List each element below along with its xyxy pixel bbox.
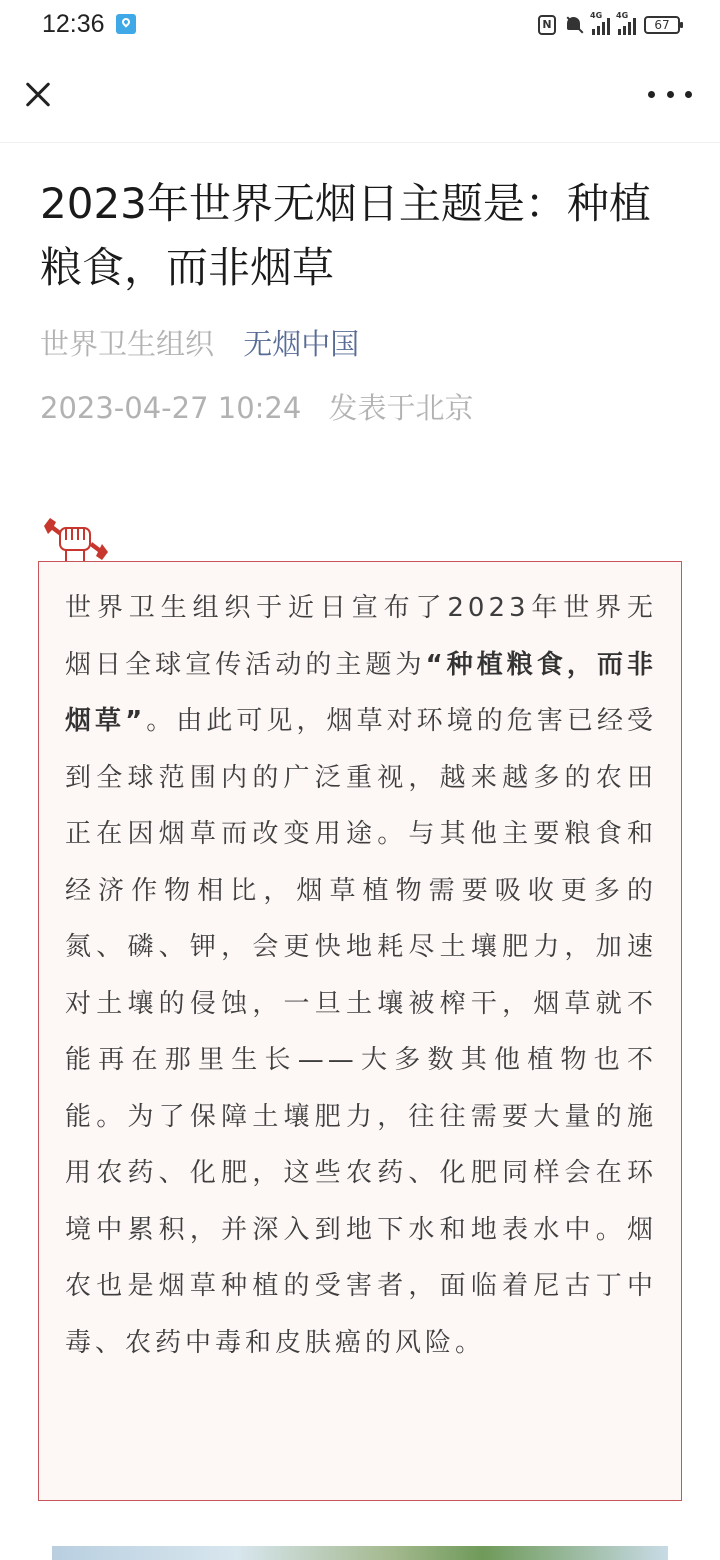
intro-paragraph bbox=[65, 580, 657, 1371]
publish-datetime: 2023-04-27 10:24 bbox=[40, 391, 302, 425]
intro-text-rest: 。由此可见，烟草对环境的危害已经受到全球范围内的广泛重视，越来越多的农田正在因烟草而改变用途。与其他主要粮食和经济作物相比，烟草植物需要吸收更多的氮、磷、钾，会更快地耗尽土壤肥力，加速对土壤的侵蚀，一旦土壤被榨干，烟草就不能再在那里生长——大多数其他植物也不能。为了保障土壤肥力，往往需要大量的施用农药、化肥，这些农药、化肥同样会在环境中累积，并深入到地下水和地表水中。烟农也是烟草种植的受害者，面临着尼古丁中毒、农药中毒和皮肤癌的风险。 bbox=[65, 706, 657, 1358]
more-icon[interactable] bbox=[648, 82, 692, 106]
publish-info bbox=[40, 386, 474, 427]
article-image bbox=[52, 1546, 668, 1560]
status-bar bbox=[0, 0, 720, 52]
publish-location: 发表于北京 bbox=[328, 391, 474, 425]
battery-icon: 67 bbox=[644, 16, 680, 34]
theme-highlight: “种植粮食，而非烟草” bbox=[65, 649, 657, 736]
close-icon[interactable] bbox=[18, 74, 58, 114]
mute-icon bbox=[564, 15, 584, 35]
signal-icon-2 bbox=[616, 11, 636, 35]
status-icons bbox=[538, 12, 680, 38]
nav-bar bbox=[0, 52, 720, 143]
status-time: 12:36 bbox=[42, 10, 105, 38]
intro-box bbox=[38, 561, 682, 1501]
signal-icon bbox=[590, 11, 610, 35]
article-title: 2023年世界无烟日主题是：种植粮食，而非烟草 bbox=[40, 179, 651, 292]
article-meta bbox=[40, 322, 359, 363]
location-icon bbox=[116, 14, 136, 34]
nfc-icon: N bbox=[538, 15, 556, 35]
network-label: 4G bbox=[590, 11, 603, 20]
account-link[interactable]: 无烟中国 bbox=[243, 327, 360, 361]
intro-text-start: 世界卫生组织于近日宣布了2023年世界无烟日全球宣传活动的主题为 bbox=[65, 593, 657, 680]
network-label-2: 4G bbox=[616, 11, 629, 20]
author-name: 世界卫生组织 bbox=[40, 327, 215, 361]
